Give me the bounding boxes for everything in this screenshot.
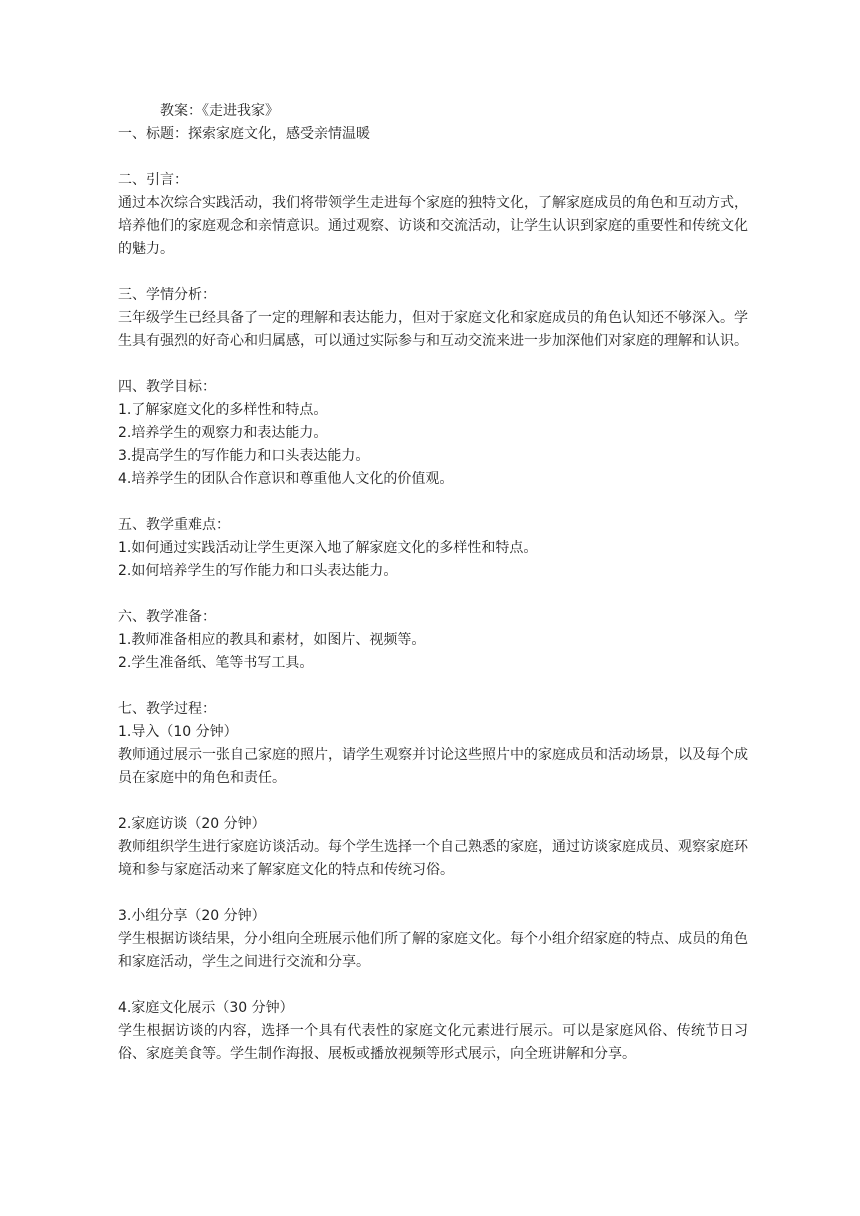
section-heading: 二、引言： bbox=[118, 172, 188, 188]
section-student-analysis bbox=[118, 284, 748, 353]
section-paragraph: 通过本次综合实践活动，我们将带领学生走进每个家庭的独特文化，了解家庭成员的角色和互动方式，培养他们的家庭观念和亲情意识。通过观察、访谈和交流活动，让学生认识到家庭的重要性和传统文化的魅力。 bbox=[118, 195, 748, 257]
list-item: 1.如何通过实践活动让学生更深入地了解家庭文化的多样性和特点。 bbox=[118, 540, 538, 556]
section-heading: 一、标题：探索家庭文化，感受亲情温暖 bbox=[118, 126, 370, 142]
document-title: 教案：《走进我家》 bbox=[160, 103, 279, 119]
section-key-points bbox=[118, 514, 748, 583]
section-heading: 四、教学目标： bbox=[118, 379, 216, 395]
list-item: 2.如何培养学生的写作能力和口头表达能力。 bbox=[118, 563, 398, 579]
step-title: 3.小组分享（20 分钟） bbox=[118, 908, 266, 924]
list-item: 4.培养学生的团队合作意识和尊重他人文化的价值观。 bbox=[118, 471, 454, 487]
document-page bbox=[118, 100, 748, 1089]
step-paragraph: 学生根据访谈的内容，选择一个具有代表性的家庭文化元素进行展示。可以是家庭风俗、传统节日习俗、家庭美食等。学生制作海报、展板或播放视频等形式展示，向全班讲解和分享。 bbox=[118, 1023, 748, 1062]
spacer bbox=[118, 882, 748, 905]
section-paragraph: 三年级学生已经具备了一定的理解和表达能力，但对于家庭文化和家庭成员的角色认知还不够深入。学生具有强烈的好奇心和归属感，可以通过实际参与和互动交流来进一步加深他们对家庭的理解和认识。 bbox=[118, 310, 748, 349]
section-heading: 七、教学过程： bbox=[118, 701, 216, 717]
section-introduction bbox=[118, 169, 748, 261]
section-teaching-goals bbox=[118, 376, 748, 491]
step-title: 4.家庭文化展示（30 分钟） bbox=[118, 1000, 294, 1016]
section-heading: 三、学情分析： bbox=[118, 287, 216, 303]
section-preparation bbox=[118, 606, 748, 675]
step-paragraph: 学生根据访谈结果，分小组向全班展示他们所了解的家庭文化。每个小组介绍家庭的特点、成员的角色和家庭活动，学生之间进行交流和分享。 bbox=[118, 931, 748, 970]
step-title: 2.家庭访谈（20 分钟） bbox=[118, 816, 266, 832]
spacer bbox=[118, 974, 748, 997]
step-paragraph: 教师通过展示一张自己家庭的照片，请学生观察并讨论这些照片中的家庭成员和活动场景，以及每个成员在家庭中的角色和责任。 bbox=[118, 747, 748, 786]
list-item: 2.培养学生的观察力和表达能力。 bbox=[118, 425, 328, 441]
section-heading: 五、教学重难点： bbox=[118, 517, 230, 533]
list-item: 1.了解家庭文化的多样性和特点。 bbox=[118, 402, 328, 418]
list-item: 1.教师准备相应的教具和素材，如图片、视频等。 bbox=[118, 632, 426, 648]
section-heading: 六、教学准备： bbox=[118, 609, 216, 625]
section-teaching-process bbox=[118, 698, 748, 1066]
step-paragraph: 教师组织学生进行家庭访谈活动。每个学生选择一个自己熟悉的家庭，通过访谈家庭成员、观察家庭环境和参与家庭活动来了解家庭文化的特点和传统习俗。 bbox=[118, 839, 748, 878]
spacer bbox=[118, 790, 748, 813]
list-item: 3.提高学生的写作能力和口头表达能力。 bbox=[118, 448, 370, 464]
section-title bbox=[118, 123, 748, 146]
list-item: 2.学生准备纸、笔等书写工具。 bbox=[118, 655, 314, 671]
step-title: 1.导入（10 分钟） bbox=[118, 724, 238, 740]
